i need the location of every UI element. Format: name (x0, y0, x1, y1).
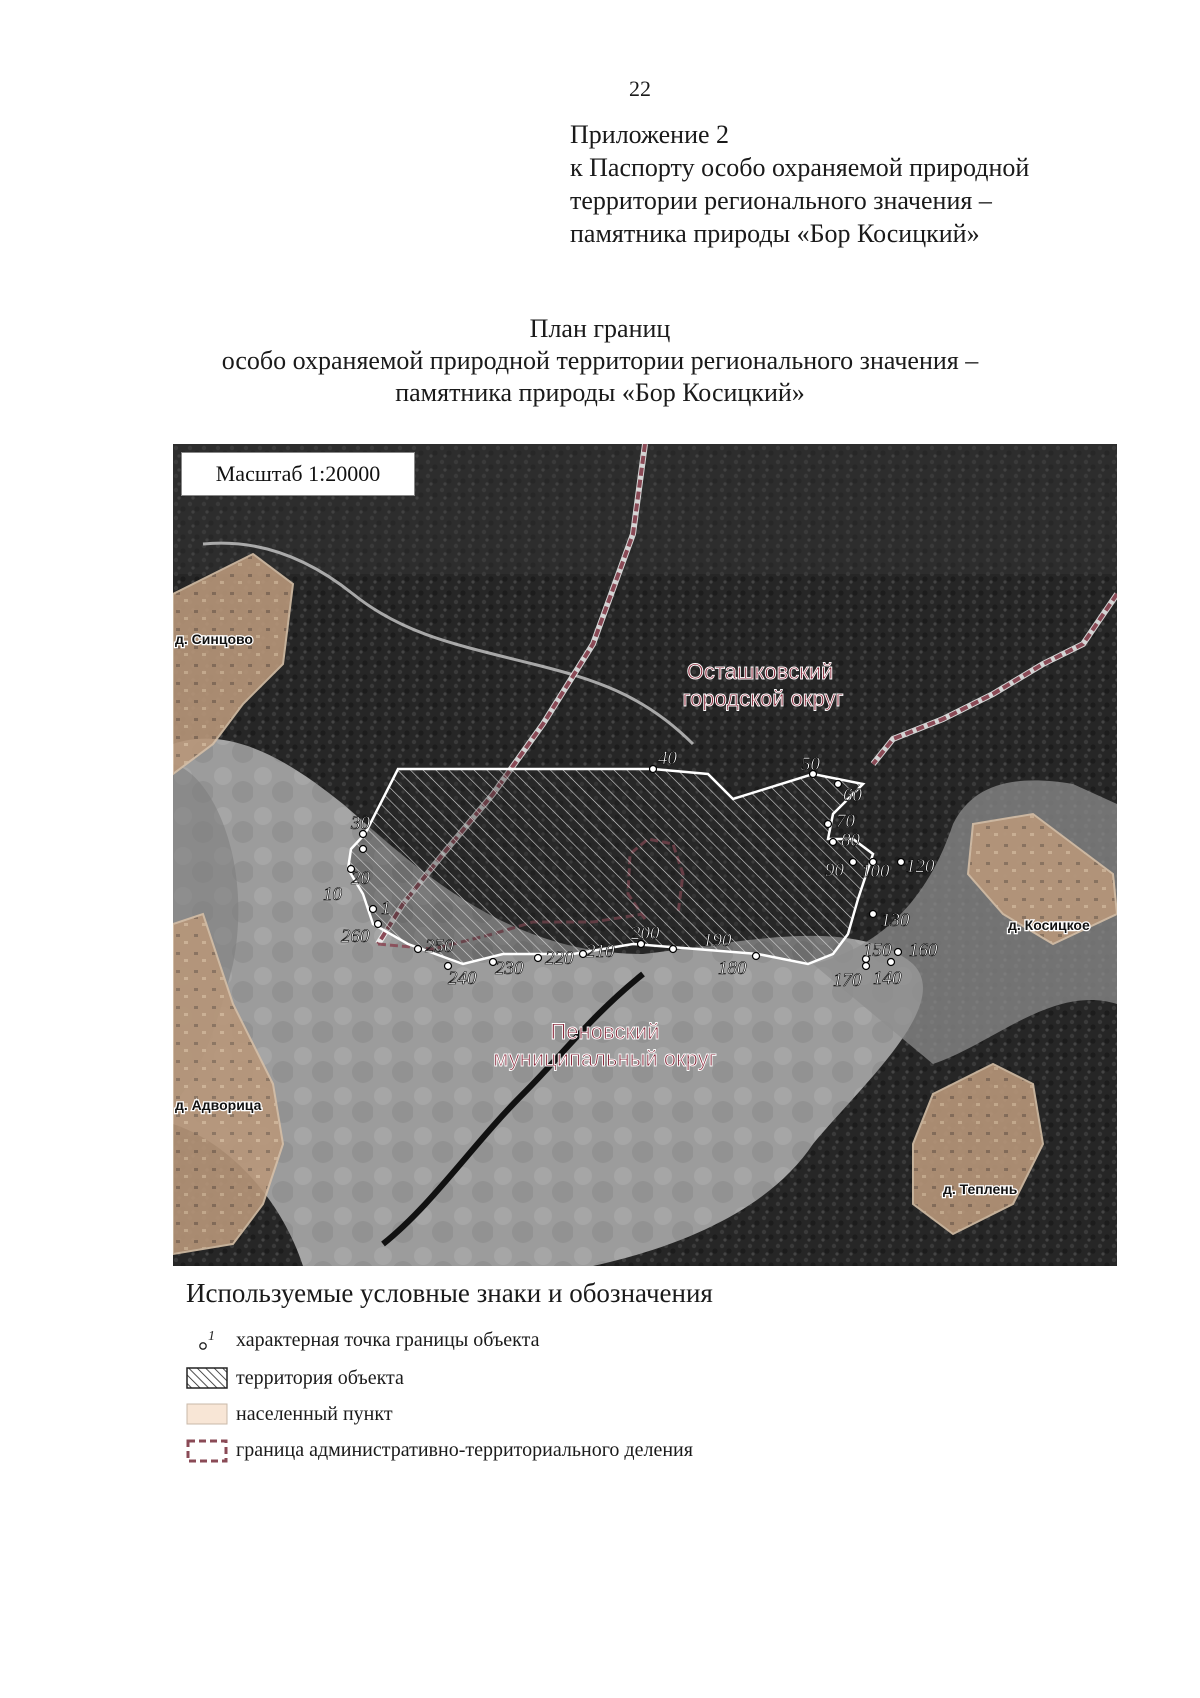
point-label-240: 240 (448, 968, 477, 989)
legend-text-boundary-point: характерная точка границы объекта (236, 1329, 540, 1351)
settlement-swatch-icon (186, 1402, 228, 1428)
point-label-50: 50 (801, 754, 820, 775)
legend-item-settlement (186, 1400, 886, 1430)
point-label-150: 150 (863, 940, 892, 961)
point-label-40: 40 (658, 748, 677, 769)
point-label-220: 220 (545, 948, 574, 969)
appendix-line-2: к Паспорту особо охраняемой природной (570, 153, 1030, 182)
legend-item-boundary-point (186, 1326, 886, 1356)
map-canvas (173, 444, 1117, 1266)
scale-label: Масштаб 1:20000 (181, 452, 415, 496)
point-label-180: 180 (718, 958, 747, 979)
point-label-100: 100 (861, 861, 890, 882)
settlement-label-teplen: д. Теплень (943, 1181, 1018, 1197)
appendix-header (570, 118, 1090, 250)
plan-title-line-2: особо охраняемой природной территории регионального значения – (221, 346, 979, 375)
plan-title (0, 313, 1200, 409)
point-label-160: 160 (909, 940, 938, 961)
district-label-penovo-2: муниципальный округ (493, 1046, 717, 1071)
plan-title-line-3: памятника природы «Бор Косицкий» (395, 378, 805, 407)
settlement-label-advoritsa: д. Адворица (175, 1097, 262, 1113)
district-label-ostashkov-2: городской округ (682, 686, 844, 711)
point-index-label: 1 (208, 1329, 215, 1344)
point-label-130: 130 (881, 910, 910, 931)
plan-title-line-1: План границ (529, 314, 671, 343)
district-label-penovo-1: Пеновский (550, 1019, 660, 1044)
settlement-label-sintsovo: д. Синцово (175, 631, 253, 647)
point-label-200: 200 (631, 923, 660, 944)
legend-text-settlement: населенный пункт (236, 1403, 393, 1425)
boundary-map (173, 444, 1117, 1266)
legend-title: Используемые условные знаки и обозначения (186, 1278, 713, 1308)
settlement-label-kositskoe: д. Косицкое (1008, 917, 1090, 933)
hatch-icon (186, 1366, 228, 1392)
point-label-90: 90 (825, 860, 844, 881)
point-label-70: 70 (836, 811, 855, 832)
legend-item-territory (186, 1364, 886, 1394)
point-label-210: 210 (586, 941, 615, 962)
legend-item-admin-boundary (186, 1436, 886, 1466)
point-label-190: 190 (703, 930, 732, 951)
appendix-line-4: памятника природы «Бор Косицкий» (570, 219, 980, 248)
point-label-230: 230 (495, 958, 524, 979)
point-label-120: 120 (906, 856, 935, 877)
point-label-140: 140 (873, 968, 902, 989)
point-label-170: 170 (833, 970, 862, 991)
district-label-ostashkov-1: Осташковский (686, 659, 834, 684)
point-label-80: 80 (841, 830, 860, 851)
protected-territory (348, 769, 873, 964)
point-label-250: 250 (425, 936, 454, 957)
point-label-60: 60 (843, 785, 862, 806)
boundary-point-icon (186, 1328, 228, 1354)
legend-text-admin-boundary: граница административно-территориального деления (236, 1439, 693, 1461)
page-number: 22 (629, 76, 651, 101)
point-label-20: 20 (351, 868, 370, 889)
point-label-1: 1 (381, 898, 391, 919)
appendix-line-3: территории регионального значения – (570, 186, 992, 215)
point-label-10: 10 (323, 884, 342, 905)
legend-text-territory: территория объекта (236, 1367, 404, 1389)
point-label-260: 260 (341, 926, 370, 947)
dashed-border-icon (186, 1438, 228, 1464)
point-label-30: 30 (351, 813, 370, 834)
appendix-line-1: Приложение 2 (570, 120, 730, 149)
